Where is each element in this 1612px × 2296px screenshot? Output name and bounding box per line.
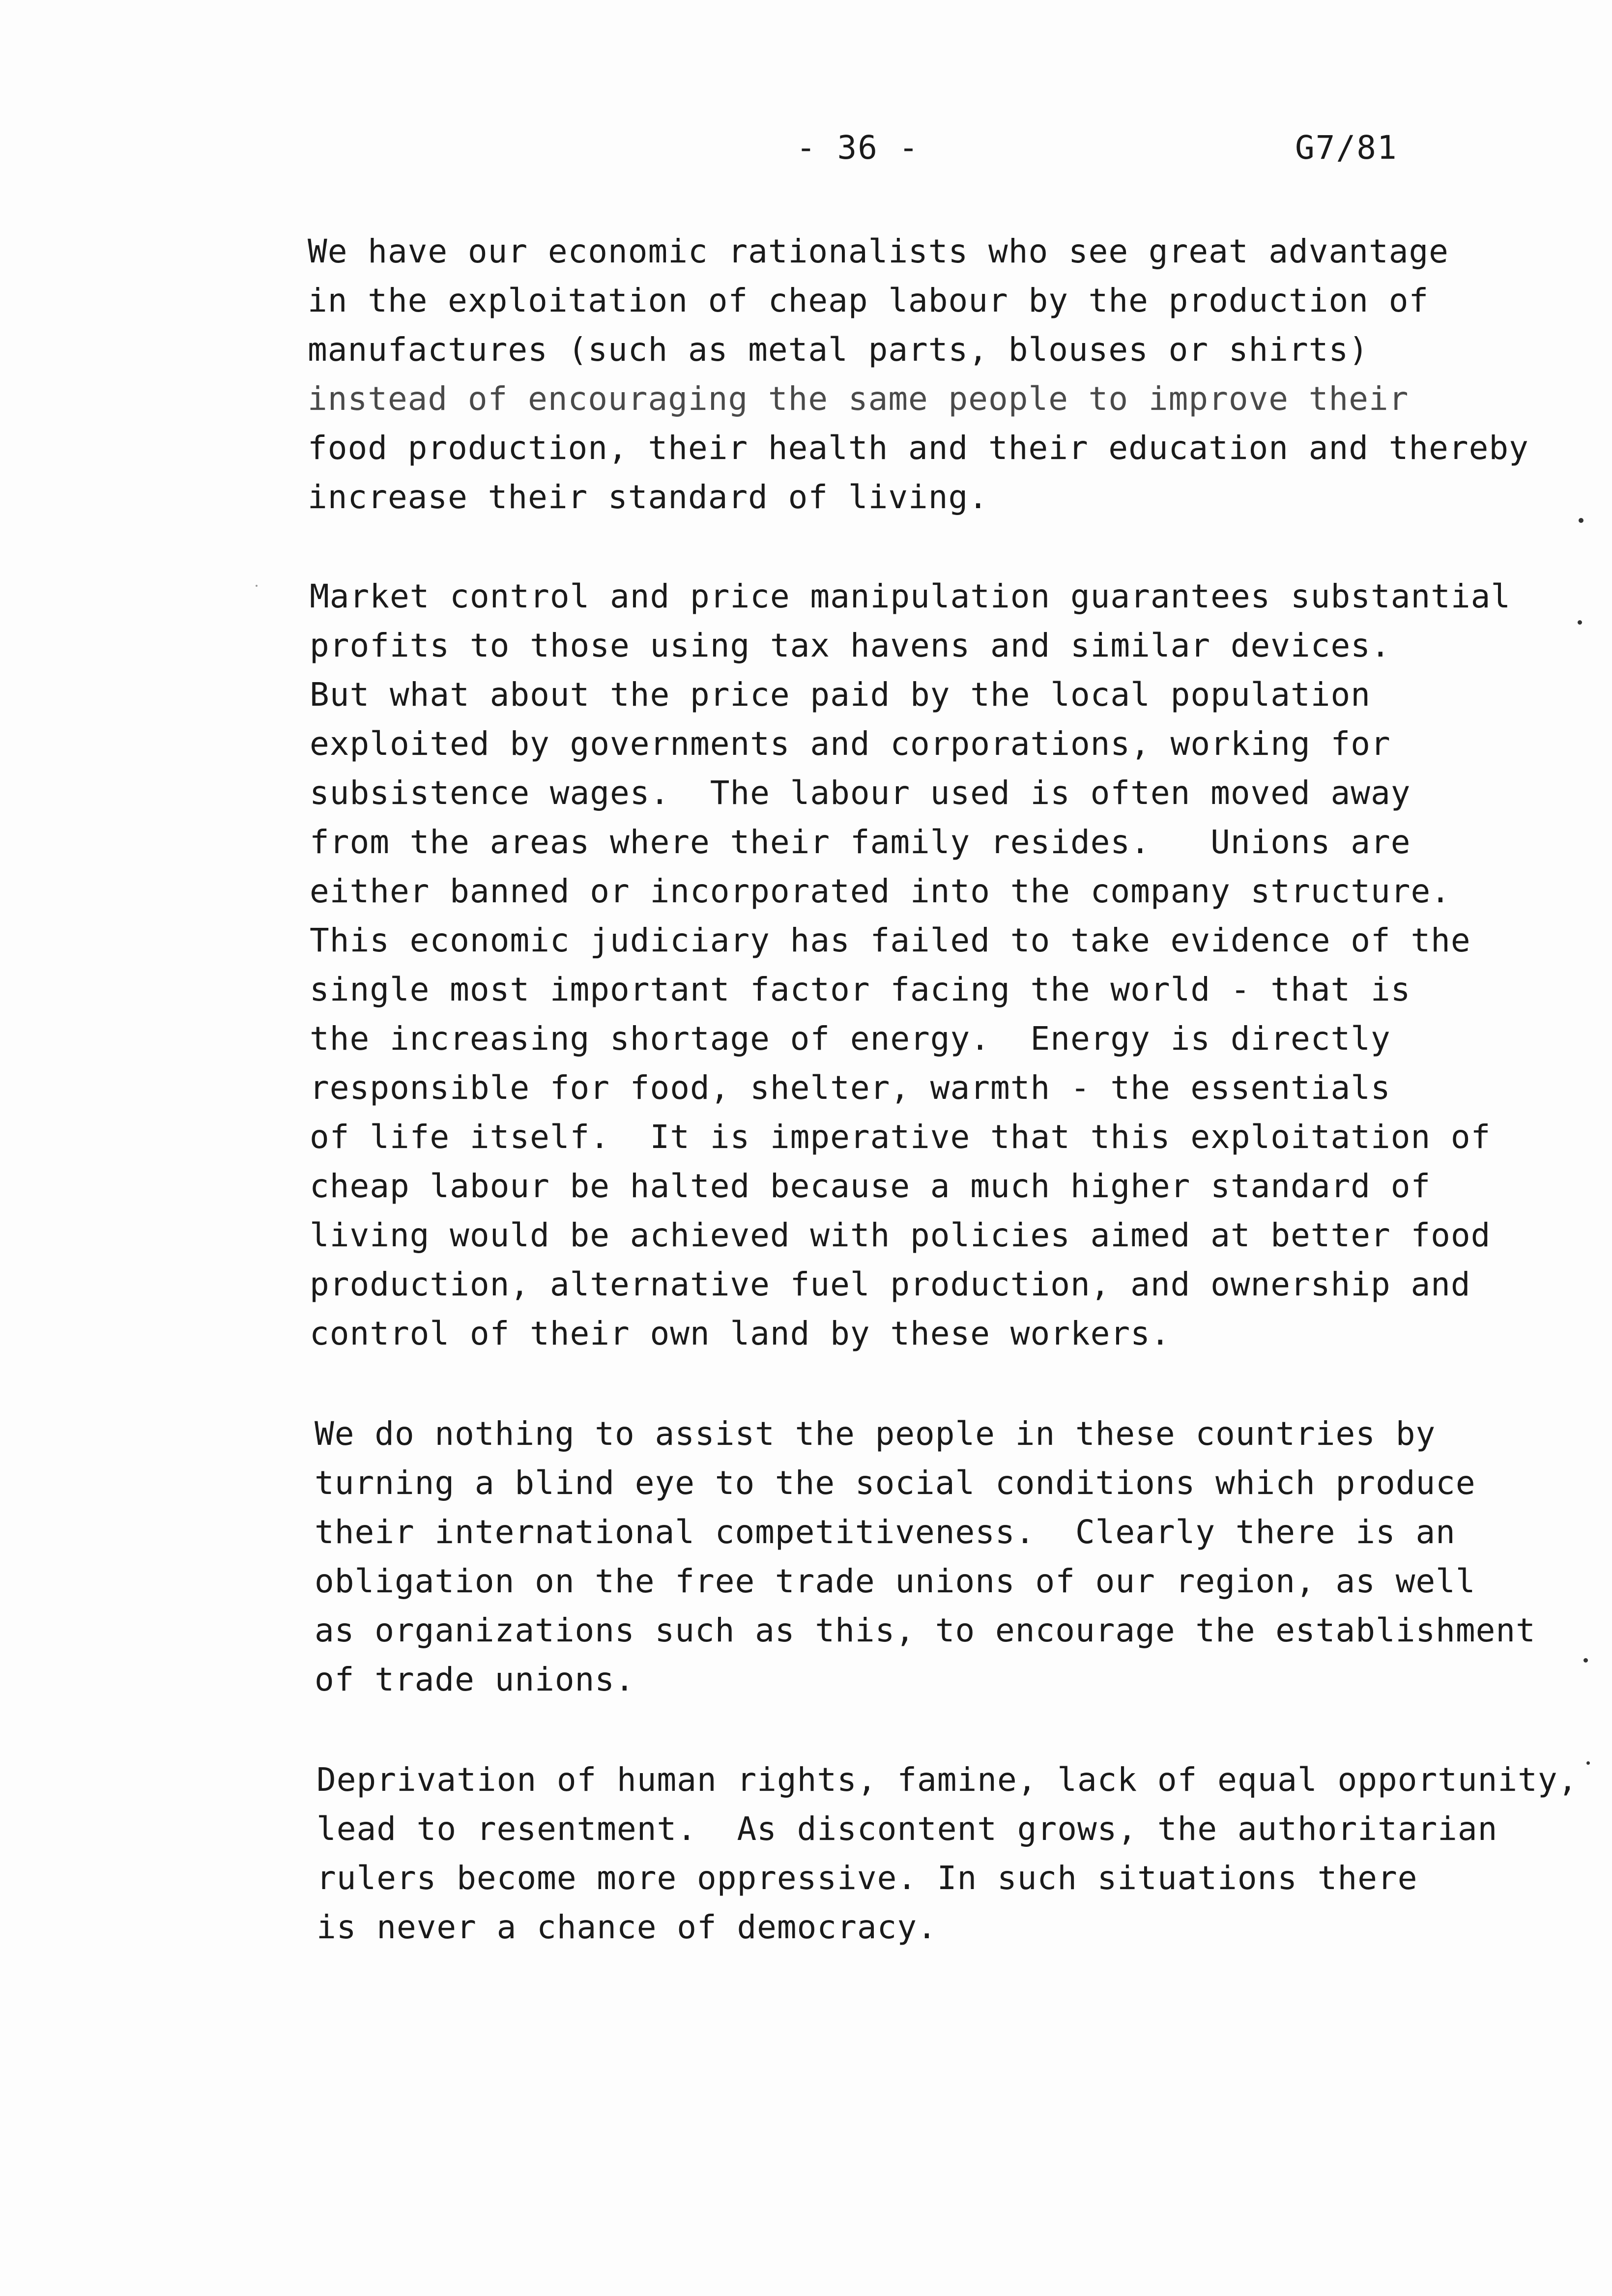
text-line: increase their standard of living. bbox=[308, 478, 989, 516]
text-line: We do nothing to assist the people in these countries by bbox=[315, 1415, 1436, 1453]
text-line: responsible for food, shelter, warmth - the essentials bbox=[310, 1069, 1391, 1107]
paragraph-3 bbox=[315, 1409, 1573, 1704]
text-line: exploited by governments and corporations, working for bbox=[310, 725, 1391, 763]
scan-speck bbox=[1578, 620, 1582, 625]
text-line: of life itself. It is imperative that this exploitation of bbox=[310, 1118, 1491, 1156]
text-line: Deprivation of human rights, famine, lack of equal opportunity, bbox=[317, 1761, 1578, 1799]
text-line: lead to resentment. As discontent grows, the authoritarian bbox=[317, 1810, 1498, 1848]
scan-speck bbox=[1579, 518, 1583, 523]
text-line: from the areas where their family resides. Unions are bbox=[310, 823, 1411, 861]
text-line: is never a chance of democracy. bbox=[317, 1908, 937, 1946]
text-line: instead of encouraging the same people to improve their bbox=[308, 380, 1409, 418]
text-line: single most important factor facing the world - that is bbox=[310, 971, 1411, 1008]
text-line: subsistence wages. The labour used is often moved away bbox=[310, 774, 1411, 812]
text-line: But what about the price paid by the local population bbox=[310, 676, 1371, 714]
text-line: turning a blind eye to the social conditions which produce bbox=[315, 1464, 1476, 1502]
document-reference: G7/81 bbox=[1295, 129, 1398, 167]
text-line: production, alternative fuel production, and ownership and bbox=[310, 1265, 1471, 1303]
text-line: profits to those using tax havens and similar devices. bbox=[310, 627, 1391, 664]
text-line: Market control and price manipulation guarantees substantial bbox=[310, 577, 1511, 615]
scan-speck bbox=[256, 585, 258, 587]
text-line: in the exploitation of cheap labour by the production of bbox=[308, 282, 1429, 319]
scan-speck bbox=[1586, 1761, 1590, 1765]
text-line: This economic judiciary has failed to take evidence of the bbox=[310, 921, 1471, 959]
text-line: of trade unions. bbox=[315, 1661, 635, 1698]
paragraph-1 bbox=[308, 227, 1566, 522]
text-line: as organizations such as this, to encourage the establishment bbox=[315, 1611, 1536, 1649]
text-line: living would be achieved with policies aimed at better food bbox=[310, 1216, 1491, 1254]
paragraph-4 bbox=[317, 1755, 1578, 1952]
text-line: obligation on the free trade unions of our region, as well bbox=[315, 1562, 1476, 1600]
text-line: their international competitiveness. Clearly there is an bbox=[315, 1513, 1456, 1551]
text-line: control of their own land by these workers. bbox=[310, 1315, 1171, 1352]
text-line: rulers become more oppressive. In such situations there bbox=[317, 1859, 1418, 1897]
text-line: either banned or incorporated into the company structure. bbox=[310, 872, 1451, 910]
text-line: food production, their health and their education and thereby bbox=[308, 429, 1529, 467]
paragraph-2 bbox=[310, 572, 1568, 1358]
page-number: - 36 - bbox=[796, 129, 920, 167]
scan-speck bbox=[1583, 1658, 1588, 1663]
text-line: manufactures (such as metal parts, blouses or shirts) bbox=[308, 331, 1369, 369]
text-line: the increasing shortage of energy. Energy is directly bbox=[310, 1020, 1391, 1058]
text-line: cheap labour be halted because a much higher standard of bbox=[310, 1167, 1431, 1205]
text-line: We have our economic rationalists who see great advantage bbox=[308, 232, 1449, 270]
